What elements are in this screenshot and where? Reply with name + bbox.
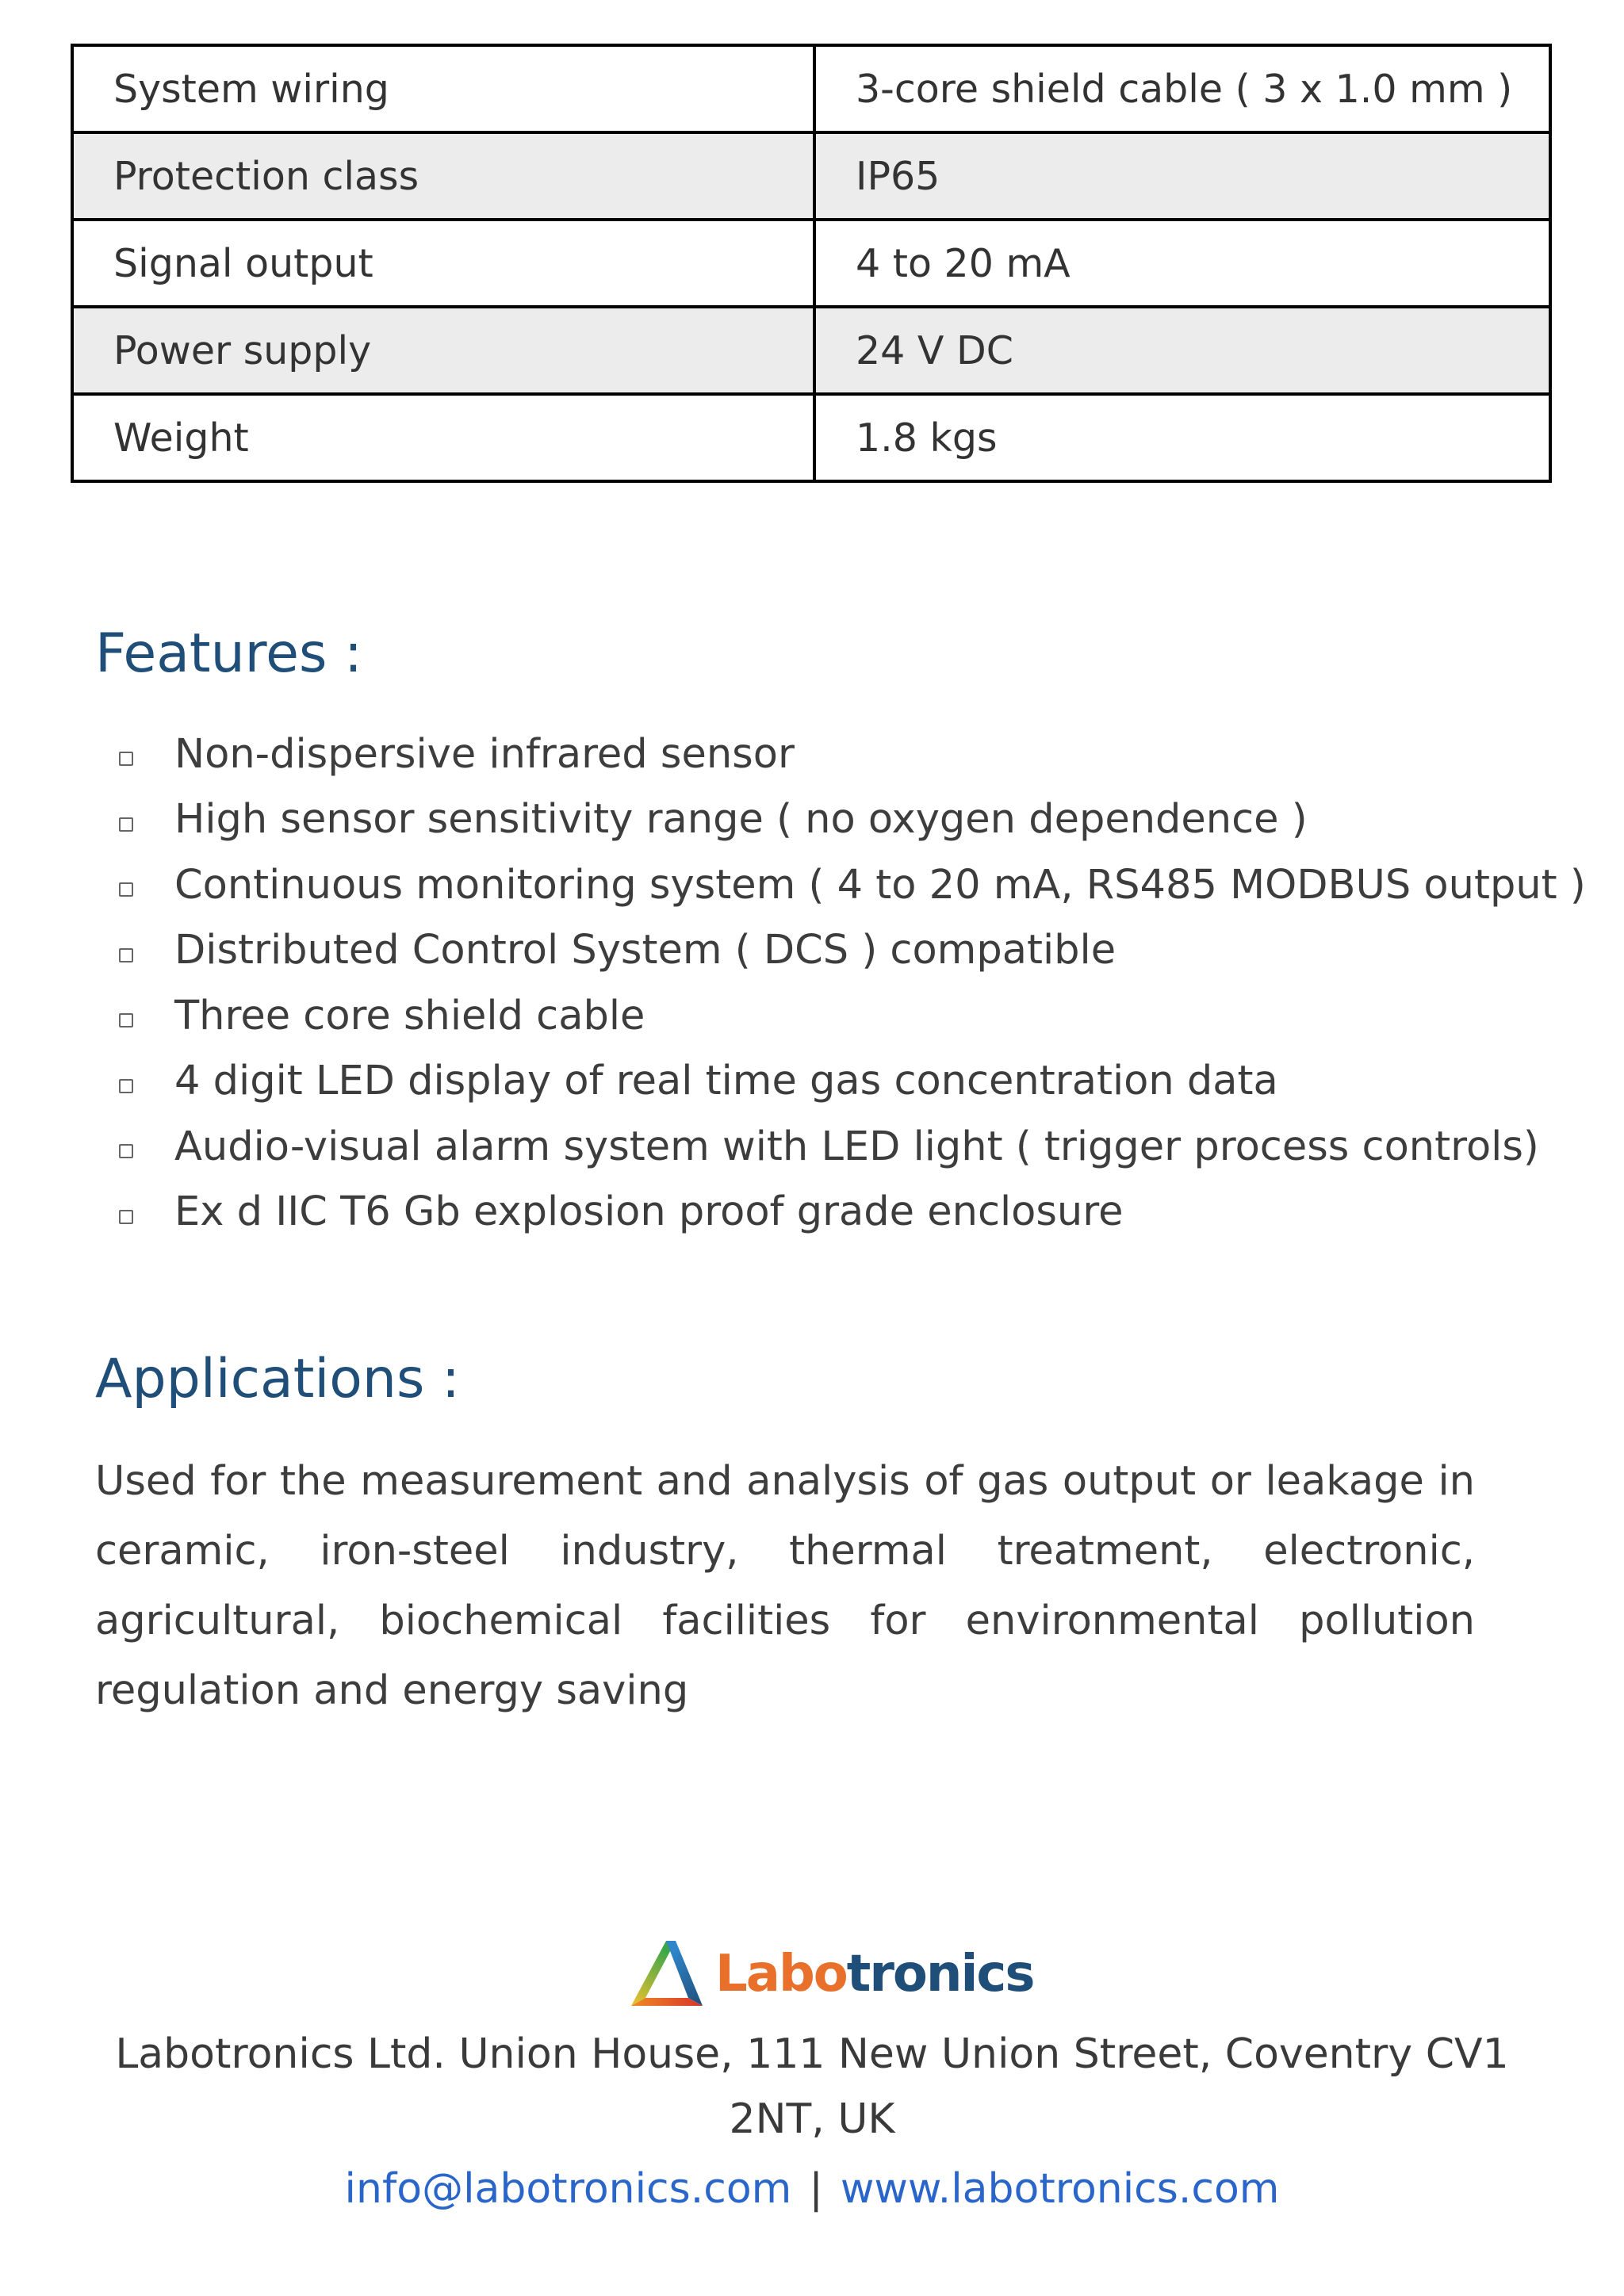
feature-text: Ex d IIC T6 Gb explosion proof grade enclosure xyxy=(174,1188,1124,1236)
square-bullet-icon xyxy=(119,1144,133,1158)
spec-row-signal-output xyxy=(72,220,1550,307)
features-heading: Features : xyxy=(95,622,362,685)
feature-text: Continuous monitoring system ( 4 to 20 mA, RS485 MODBUS output ) xyxy=(174,861,1586,909)
email-link[interactable]: info@labotronics.com xyxy=(344,2165,792,2213)
contact-separator: | xyxy=(809,2165,823,2213)
spec-label: System wiring xyxy=(72,45,814,132)
labotronics-logo xyxy=(626,1934,1033,2014)
spec-row-power-supply xyxy=(72,307,1550,394)
triangle-logo-icon xyxy=(626,1938,706,2011)
website-link[interactable]: www.labotronics.com xyxy=(840,2165,1280,2213)
feature-text: Distributed Control System ( DCS ) compatible xyxy=(174,927,1116,974)
applications-paragraph: Used for the measurement and analysis of gas output or leakage in ceramic, iron-steel industry, thermal treatment, electronic, agricultural, biochemical facilities for environmental pollution regulation and energy saving xyxy=(95,1458,1475,1714)
logo-wordmark xyxy=(715,1945,1033,2003)
specifications-table xyxy=(71,44,1552,483)
contact-line xyxy=(0,2156,1624,2221)
spec-value: 24 V DC xyxy=(814,307,1550,394)
square-bullet-icon xyxy=(119,882,133,897)
features-list xyxy=(119,721,1586,1245)
spec-row-protection-class xyxy=(72,132,1550,220)
spec-value: IP65 xyxy=(814,132,1550,220)
square-bullet-icon xyxy=(119,948,133,962)
square-bullet-icon xyxy=(119,1210,133,1224)
square-bullet-icon xyxy=(119,817,133,832)
spec-label: Protection class xyxy=(72,132,814,220)
feature-item xyxy=(119,918,1586,984)
feature-item xyxy=(119,787,1586,853)
feature-item xyxy=(119,1049,1586,1115)
spec-label: Power supply xyxy=(72,307,814,394)
feature-text: Three core shield cable xyxy=(174,992,645,1039)
feature-item xyxy=(119,983,1586,1049)
feature-item xyxy=(119,721,1586,787)
spec-row-weight xyxy=(72,394,1550,481)
feature-item xyxy=(119,852,1586,918)
spec-value: 3-core shield cable ( 3 x 1.0 mm ) xyxy=(814,45,1550,132)
spec-value: 1.8 kgs xyxy=(814,394,1550,481)
feature-text: Non-dispersive infrared sensor xyxy=(174,730,795,778)
feature-item xyxy=(119,1180,1586,1246)
square-bullet-icon xyxy=(119,1013,133,1027)
feature-item xyxy=(119,1114,1586,1180)
applications-heading: Applications : xyxy=(95,1348,460,1410)
logo-wordmark-part1: Labo xyxy=(715,1945,847,2003)
logo-wordmark-part2: tronics xyxy=(846,1945,1034,2003)
company-address: Labotronics Ltd. Union House, 111 New Union Street, Coventry CV1 2NT, UK xyxy=(115,2030,1509,2143)
spec-label: Signal output xyxy=(72,220,814,307)
feature-text: Audio-visual alarm system with LED light ( trigger process controls) xyxy=(174,1123,1539,1170)
spec-label: Weight xyxy=(72,394,814,481)
square-bullet-icon xyxy=(119,752,133,766)
feature-text: 4 digit LED display of real time gas concentration data xyxy=(174,1058,1278,1105)
square-bullet-icon xyxy=(119,1079,133,1093)
spec-row-system-wiring xyxy=(72,45,1550,132)
spec-value: 4 to 20 mA xyxy=(814,220,1550,307)
feature-text: High sensor sensitivity range ( no oxygen dependence ) xyxy=(174,796,1308,844)
